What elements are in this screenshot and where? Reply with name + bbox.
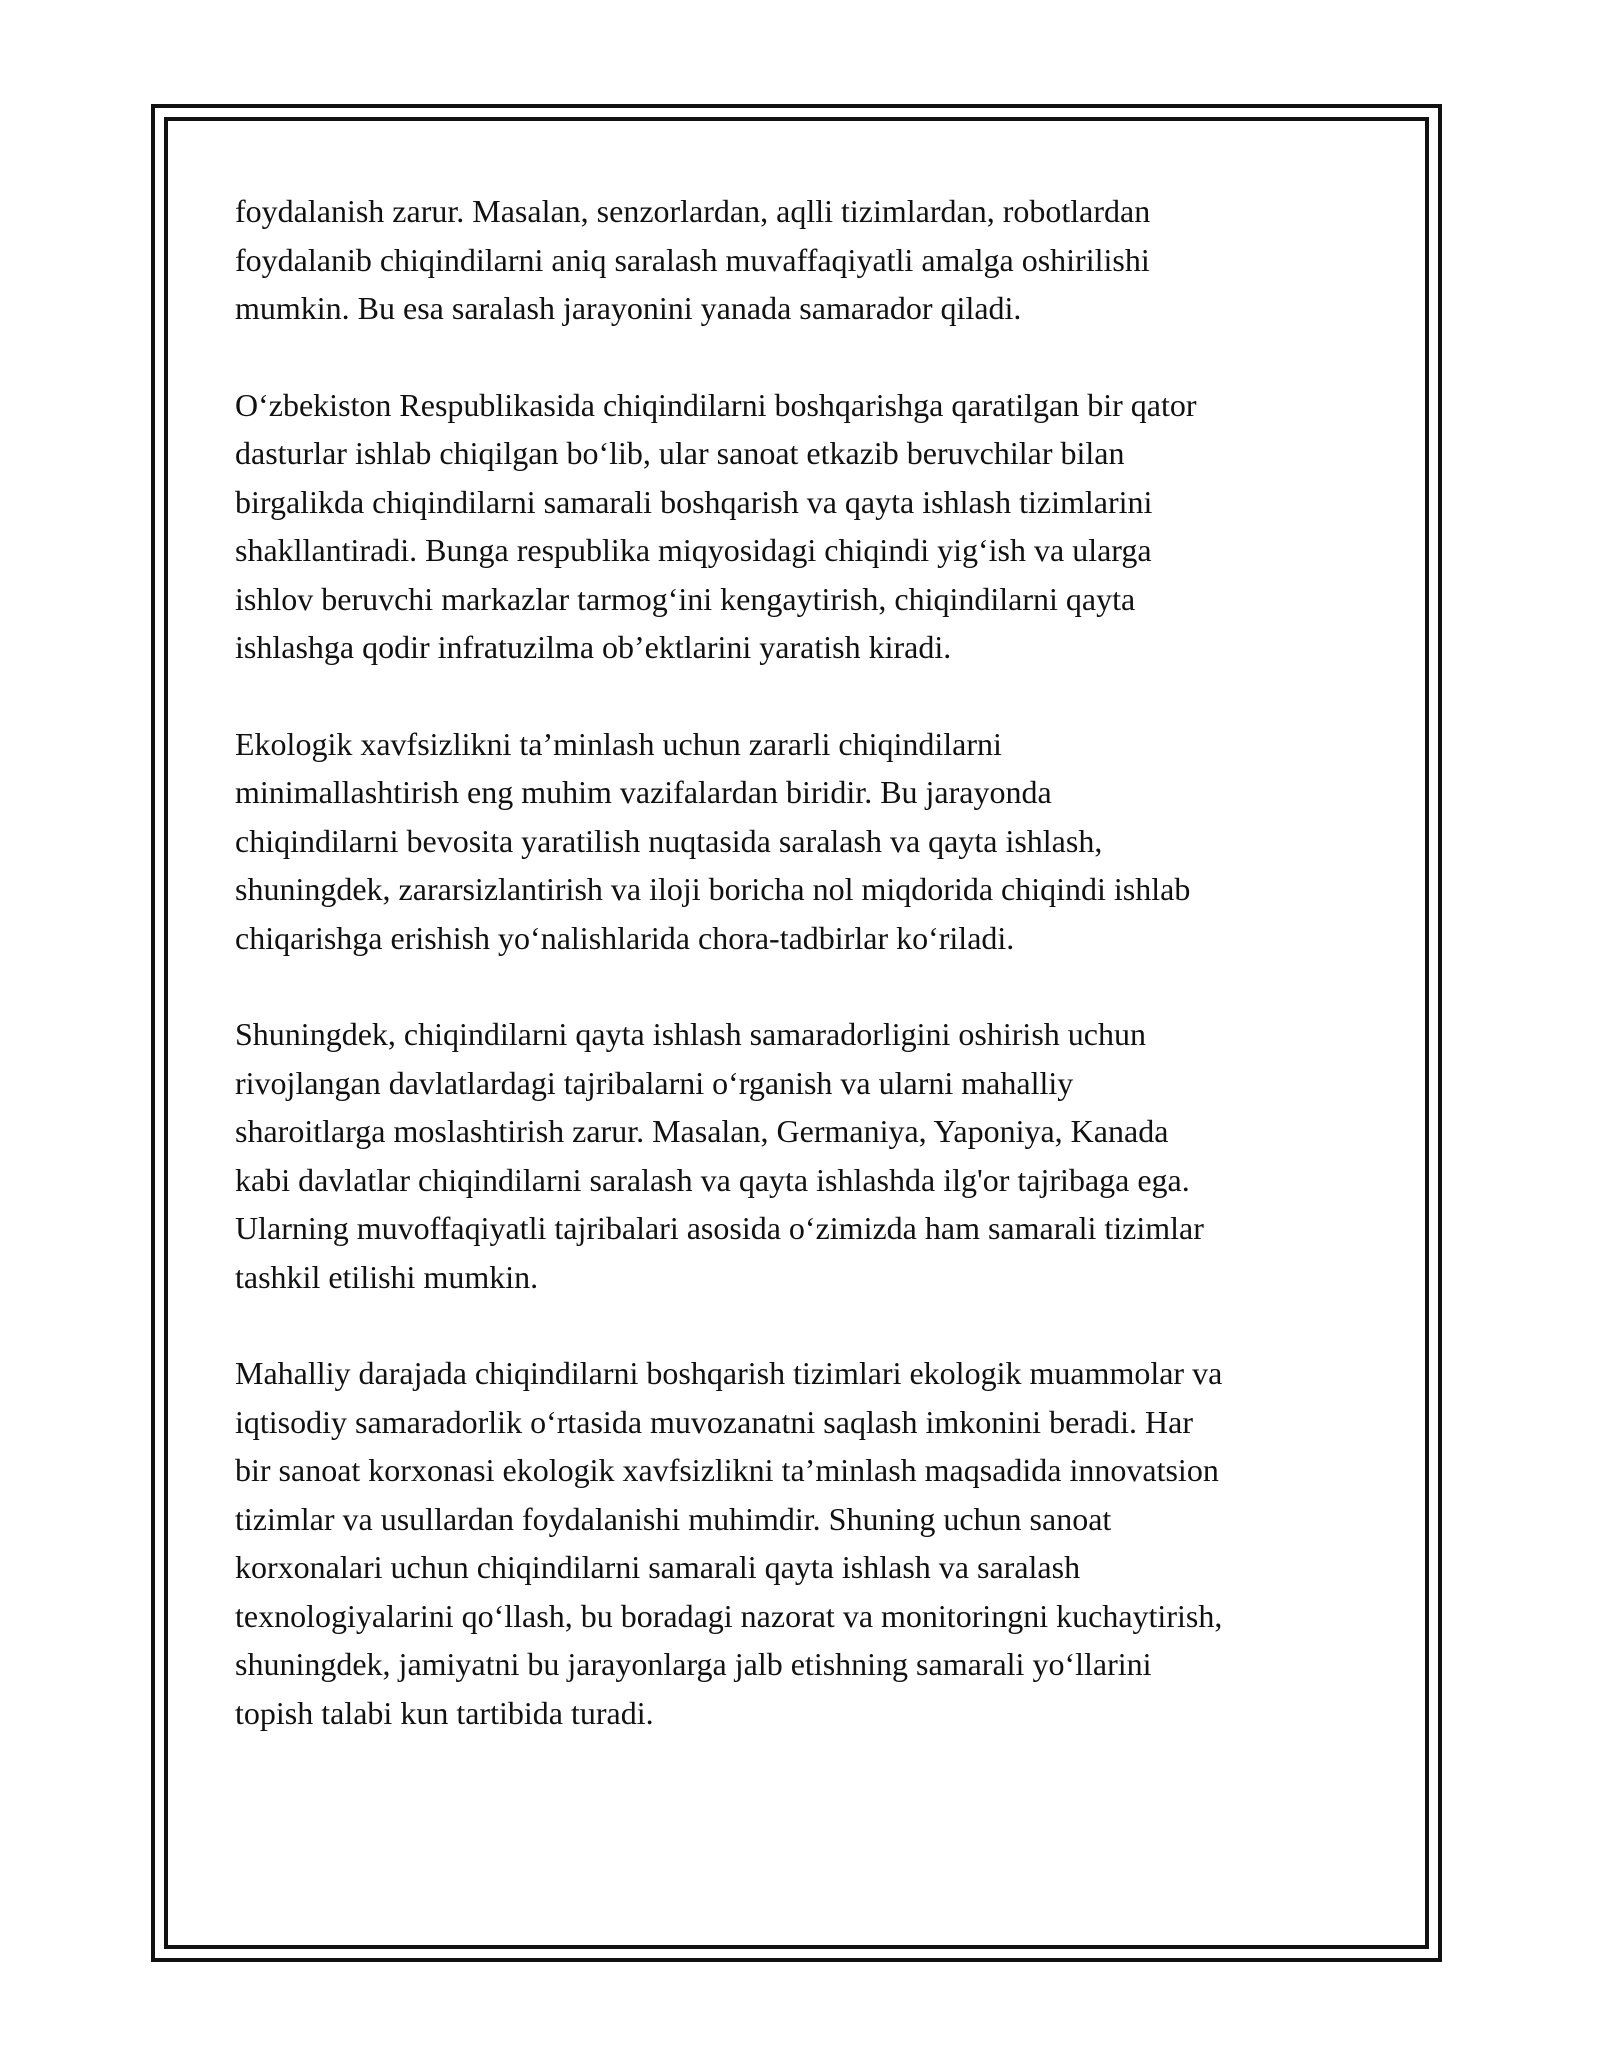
paragraph-2: O‘zbekiston Respublikasida chiqindilarni boshqarishga qaratilgan bir qator dasturlar ishlab chiqilgan bo‘lib, ular sanoat etkazib beruvchilar bilan birgalikda chiqindilarni samarali boshqarish va qayta ishlash tizimlarini shakllantiradi. Bunga respublika miqyosidagi chiqindi yig‘ish va ularga ishlov beruvchi markazlar tarmog‘ini kengaytirish, chiqindilarni qayta ishlashga qodir infratuzilma ob’ektlarini yaratish kiradi. (235, 386, 1197, 665)
paragraph-4: Shuningdek, chiqindilarni qayta ishlash samaradorligini oshirish uchun rivojlangan davlatlardagi tajribalarni o‘rganish va ularni mahalliy sharoitlarga moslashtirish zarur. Masalan, Germaniya, Yaponiya, Kanada kabi davlatlar chiqindilarni saralash va qayta ishlashda ilg'or tajribaga ega. Ularning muvoffaqiyatli tajribalari asosida o‘zimizda ham samarali tizimlar tashkil etilishi mumkin. (235, 1016, 1204, 1295)
document-body (235, 187, 1375, 1785)
paragraph-3: Ekologik xavfsizlikni ta’minlash uchun zararli chiqindilarni minimallashtirish eng muhim vazifalardan biridir. Bu jarayonda chiqindilarni bevosita yaratilish nuqtasida saralash va qayta ishlash, shuningdek, zararsizlantirish va iloji boricha nol miqdorida chiqindi ishlab chiqarishga erishish yo‘nalishlarida chora-tadbirlar ko‘riladi. (235, 725, 1191, 956)
paragraph-1: foydalanish zarur. Masalan, senzorlardan, aqlli tizimlardan, robotlardan foydalanib chiqindilarni aniq saralash muvaffaqiyatli amalga oshirilishi mumkin. Bu esa saralash jarayonini yanada samarador qiladi. (235, 193, 1151, 326)
paragraph-5: Mahalliy darajada chiqindilarni boshqarish tizimlari ekologik muammolar va iqtisodiy samaradorlik o‘rtasida muvozanatni saqlash imkonini beradi. Har bir sanoat korxonasi ekologik xavfsizlikni ta’minlash maqsadida innovatsion tizimlar va usullardan foydalanishi muhimdir. Shuning uchun sanoat korxonalari uchun chiqindilarni samarali qayta ishlash va saralash texnologiyalarini qo‘llash, bu boradagi nazorat va monitoringni kuchaytirish, shuningdek, jamiyatni bu jarayonlarga jalb etishning samarali yo‘llarini topish talabi kun tartibida turadi. (235, 1355, 1223, 1731)
